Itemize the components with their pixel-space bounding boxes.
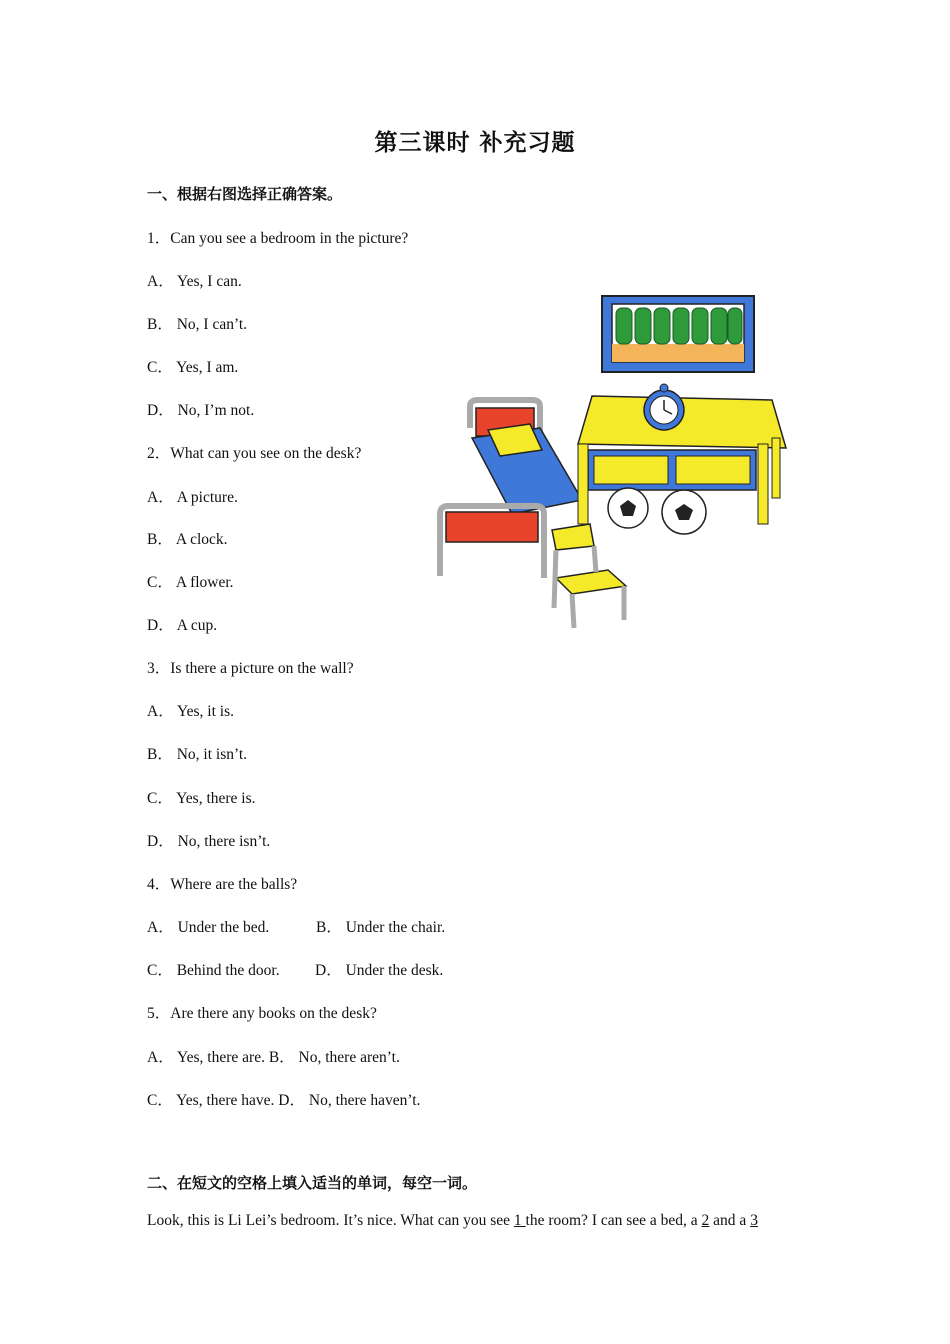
section-1-heading: 一、根据右图选择正确答案。 — [147, 185, 343, 203]
q3-option-d: D． No, there isn’t. — [147, 833, 271, 850]
blank-1: 1 — [513, 1212, 526, 1229]
q2-option-b: B． A clock. — [147, 531, 228, 548]
q1-option-a: A． Yes, I can. — [147, 273, 242, 290]
q2-option-d: D． A cup. — [147, 617, 218, 634]
question-2: 2．What can you see on the desk? — [147, 445, 362, 462]
page-title: 第三课时 补充习题 — [374, 130, 576, 156]
passage-text-3: and a — [709, 1212, 751, 1229]
question-3: 3．Is there a picture on the wall? — [147, 660, 354, 677]
q4-options-cd — [147, 958, 443, 980]
clock — [644, 384, 684, 430]
balls — [608, 488, 706, 534]
q4-option-d: D． Under the desk. — [315, 962, 444, 979]
question-4: 4．Where are the balls? — [147, 876, 298, 893]
wall-picture — [602, 296, 754, 372]
q4-option-c: C． Behind the door. — [147, 962, 280, 979]
q4-option-a: A． Under the bed. — [147, 919, 270, 936]
bedroom-illustration — [432, 288, 792, 633]
q5-options-cd: C． Yes, there have. D． No, there haven’t. — [147, 1092, 421, 1109]
blank-3: 3 — [750, 1212, 758, 1229]
passage-text-2: the room? I can see a bed, a — [525, 1212, 702, 1229]
q3-option-b: B． No, it isn’t. — [147, 746, 248, 763]
q1-option-d: D． No, I’m not. — [147, 402, 255, 419]
q2-option-a: A． A picture. — [147, 489, 238, 506]
passage-text-1: Look, this is Li Lei’s bedroom. It’s nice. What can you see — [147, 1212, 514, 1229]
question-5: 5．Are there any books on the desk? — [147, 1005, 377, 1022]
section-2-heading: 二、在短文的空格上填入适当的单词，每空一词。 — [147, 1174, 478, 1192]
q4-options-ab — [147, 915, 445, 937]
blank-2: 2 — [701, 1212, 710, 1229]
q4-option-b: B． Under the chair. — [316, 919, 446, 936]
q2-option-c: C． A flower. — [147, 574, 234, 591]
q3-option-a: A． Yes, it is. — [147, 703, 234, 720]
q3-option-c: C． Yes, there is. — [147, 790, 256, 807]
q5-options-ab: A． Yes, there are. B． No, there aren’t. — [147, 1049, 400, 1066]
q1-option-c: C． Yes, I am. — [147, 359, 239, 376]
question-1: 1．Can you see a bedroom in the picture? — [147, 230, 409, 247]
bed — [440, 400, 582, 578]
q1-option-b: B． No, I can’t. — [147, 316, 248, 333]
chair — [552, 524, 626, 628]
passage-line — [147, 1212, 758, 1230]
